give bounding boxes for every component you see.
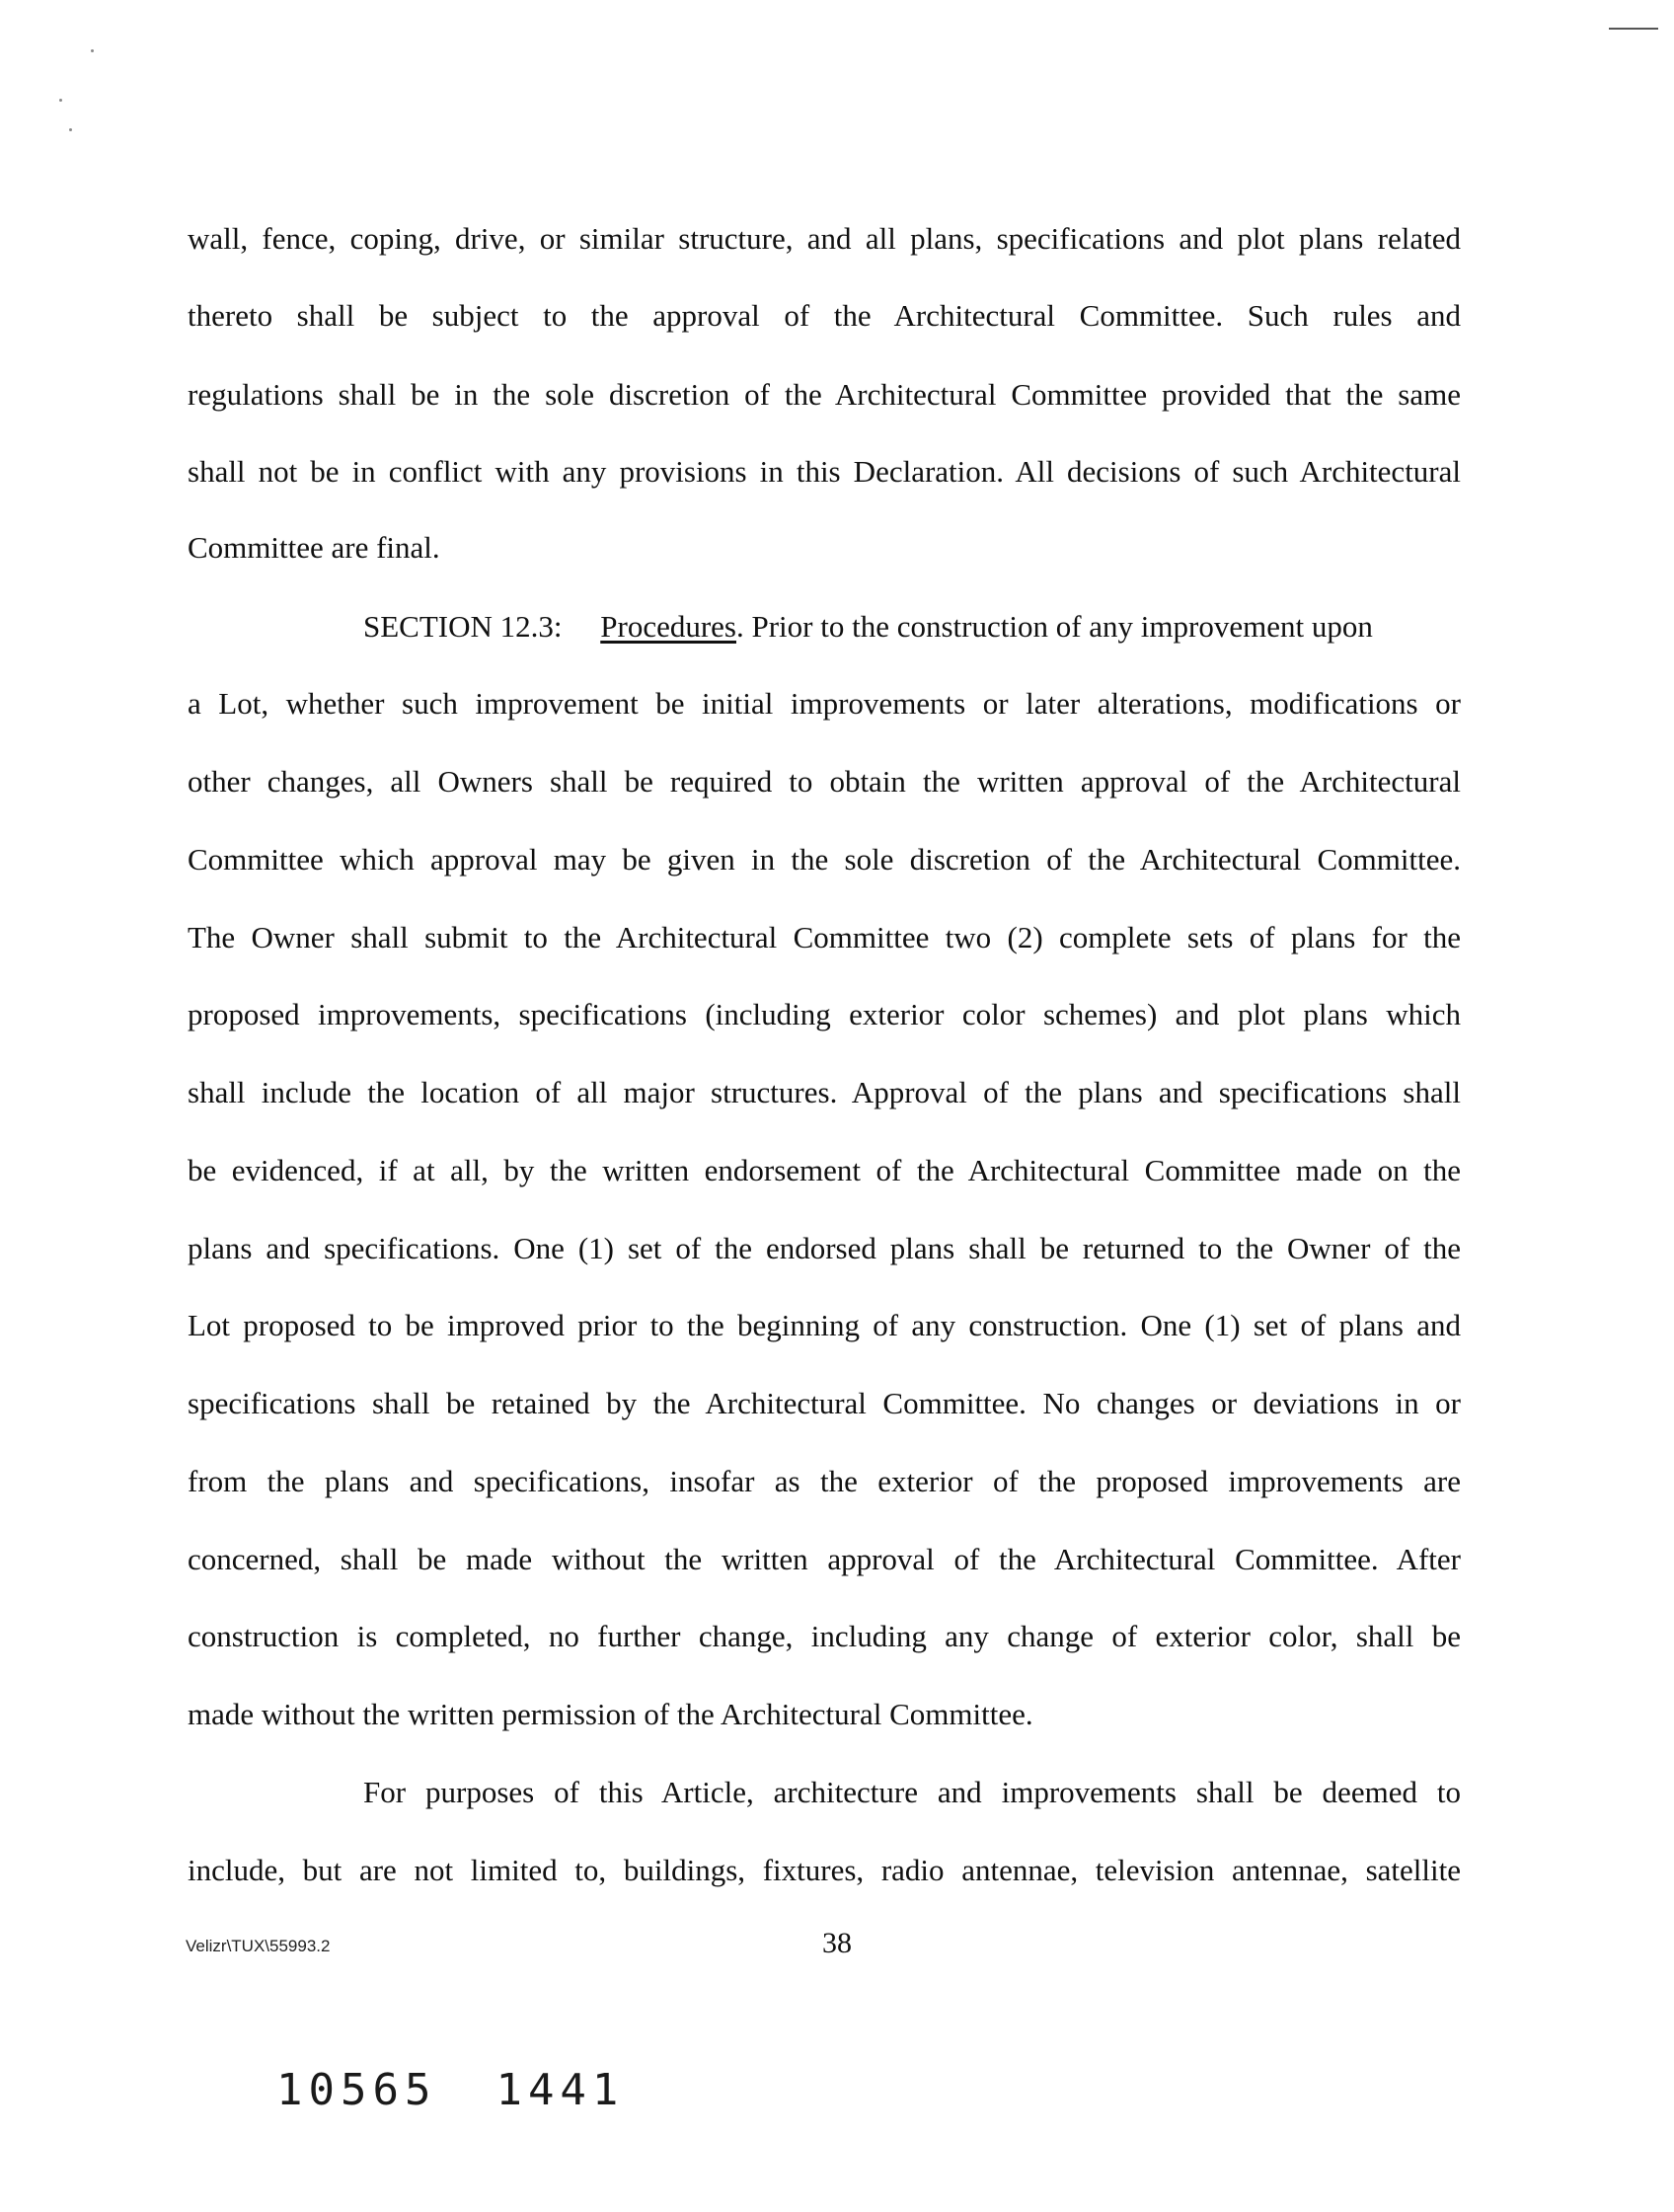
section-line: construction is completed, no further change, including any change of exterior color, shall be	[188, 1619, 1461, 1653]
section-first-line	[363, 607, 1461, 647]
section-number: SECTION 12.3:	[363, 609, 563, 644]
section-line: proposed improvements, specifications (including exterior color schemes) and plot plans which	[188, 997, 1461, 1031]
section-line: a Lot, whether such improvement be initial improvements or later alterations, modifications or	[188, 686, 1461, 721]
section-line: from the plans and specifications, insofar as the exterior of the proposed improvements are	[188, 1464, 1461, 1498]
section-line: concerned, shall be made without the written approval of the Architectural Committee. After	[188, 1542, 1461, 1576]
section-line: plans and specifications. One (1) set of the endorsed plans shall be returned to the Owner of the	[188, 1231, 1461, 1265]
section-line: shall include the location of all major structures. Approval of the plans and specifications shall	[188, 1075, 1461, 1109]
section-line: made without the written permission of the Architectural Committee.	[188, 1697, 1033, 1731]
paragraph-1-line: wall, fence, coping, drive, or similar structure, and all plans, specifications and plot plans related	[188, 221, 1461, 256]
paragraph-1-line: thereto shall be subject to the approval of the Architectural Committee. Such rules and	[188, 298, 1461, 333]
section-first-line-text: . Prior to the construction of any improvement upon	[735, 609, 1373, 644]
scan-speck	[69, 128, 72, 131]
section-line: Committee which approval may be given in the sole discretion of the Architectural Committee.	[188, 842, 1461, 877]
paragraph-3-first-line: For purposes of this Article, architecture and improvements shall be deemed to	[363, 1775, 1461, 1809]
paragraph-1-line: shall not be in conflict with any provisions in this Declaration. All decisions of such Architectural	[188, 454, 1461, 489]
document-id: Velizr\TUX\55993.2	[186, 1937, 331, 1955]
stamp-page-number: 1441	[495, 2065, 625, 2115]
section-line: be evidenced, if at all, by the written endorsement of the Architectural Committee made on the	[188, 1153, 1461, 1187]
paragraph-1-line: Committee are final.	[188, 530, 440, 565]
section-line: The Owner shall submit to the Architectural Committee two (2) complete sets of plans for the	[188, 920, 1461, 954]
recording-stamp	[276, 2065, 624, 2115]
section-line: other changes, all Owners shall be required to obtain the written approval of the Architectural	[188, 764, 1461, 799]
paragraph-3-line: include, but are not limited to, buildings, fixtures, radio antennae, television antennae, satellite	[188, 1853, 1461, 1887]
section-title: Procedures	[600, 609, 736, 644]
section-line: specifications shall be retained by the Architectural Committee. No changes or deviations in or	[188, 1386, 1461, 1420]
paragraph-1-line: regulations shall be in the sole discretion of the Architectural Committee provided that the same	[188, 377, 1461, 412]
page-number: 38	[822, 1927, 852, 1959]
stamp-book-number: 10565	[276, 2065, 437, 2115]
scan-edge-mark	[1609, 28, 1658, 30]
scan-speck	[59, 99, 62, 102]
scan-speck	[91, 49, 94, 52]
section-line: Lot proposed to be improved prior to the beginning of any construction. One (1) set of plans and	[188, 1308, 1461, 1342]
